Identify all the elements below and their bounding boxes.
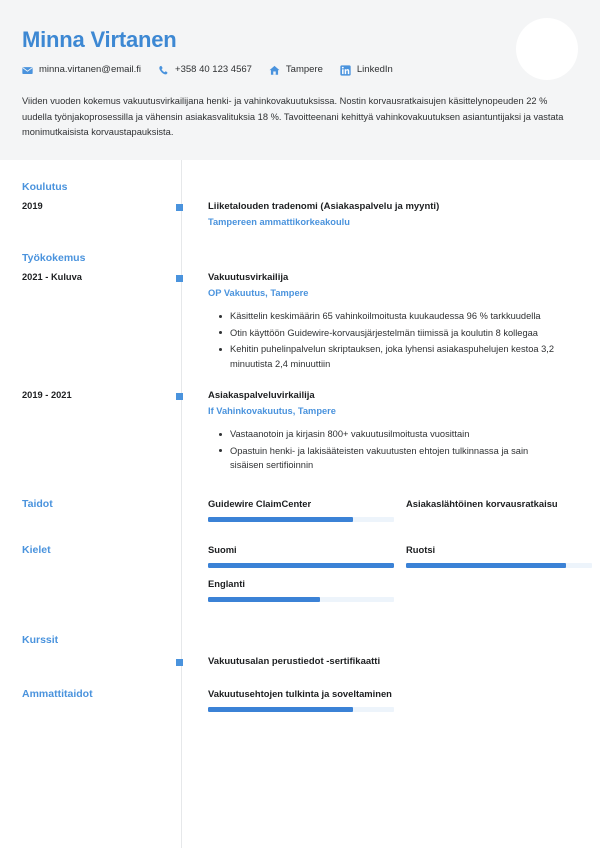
profile-summary: Viiden vuoden kokemus vakuutusvirkailijana henki- ja vahinkovakuutuksissa. Nostin korvausratkaisujen käsittelynopeuden 22 % uudella työnjakoprosessilla ja vähensin asiakasvalituksia 18 %. Tavoitteenani kehittyä vahinkovakuutuksen asiantuntijaksi ja vastata monimutkaisista korvaustapauksista. — [22, 96, 564, 137]
language-bar-fill-3 — [208, 597, 320, 602]
list-item: Opastuin henki- ja lakisääteisten vakuutusten ehtojen tulkinnassa ja sain sisäisen sertifioinnin — [230, 444, 578, 473]
course-title-1: Vakuutusalan perustiedot -sertifikaatti — [208, 655, 381, 667]
experience-date-1: 2021 - Kuluva — [22, 272, 82, 282]
skill-label-1: Guidewire ClaimCenter — [208, 497, 312, 509]
education-date-column — [22, 200, 181, 229]
section-courses — [0, 633, 600, 647]
section-skills — [0, 497, 600, 531]
professional-skills-left-column — [22, 687, 181, 721]
contact-row — [22, 64, 578, 76]
section-title-skills: Taidot — [22, 497, 53, 510]
language-item-1 — [208, 543, 394, 568]
section-title-experience: Työkokemus — [22, 252, 86, 264]
section-title-courses: Kurssit — [22, 633, 59, 646]
experience-date-column-1 — [22, 271, 181, 373]
language-bar-track-1 — [208, 563, 394, 568]
timeline-marker-icon — [176, 659, 183, 666]
contact-label-email: minna.virtanen@email.fi — [39, 64, 142, 75]
experience-right-column — [181, 251, 578, 265]
education-right-column — [181, 180, 578, 194]
avatar — [516, 18, 578, 80]
timeline-marker-icon — [176, 393, 183, 400]
professional-skill-item-1 — [208, 687, 394, 712]
professional-skill-bar-track-1 — [208, 707, 394, 712]
linkedin-icon — [340, 65, 351, 76]
professional-skill-label-1: Vakuutusehtojen tulkinta ja soveltaminen — [208, 687, 392, 699]
list-item: Vastaanotoin ja kirjasin 800+ vakuutusilmoitusta vuosittain — [230, 427, 578, 442]
list-item: Otin käyttöön Guidewire-korvausjärjestelmän tiimissä ja koulutin 8 kollegaa — [230, 326, 578, 341]
experience-company-2: If Vahinkovakuutus, Tampere — [208, 406, 336, 416]
experience-entry-2 — [0, 389, 600, 475]
skills-left-column — [22, 497, 181, 531]
experience-company-1: OP Vakuutus, Tampere — [208, 288, 309, 298]
language-bar-fill-1 — [208, 563, 394, 568]
contact-item-location[interactable] — [269, 64, 323, 76]
contact-item-linkedin[interactable] — [340, 64, 393, 76]
experience-entry-1 — [0, 271, 600, 373]
timeline-marker-icon — [176, 275, 183, 282]
list-item: Kehitin puhelinpalvelun skriptauksen, joka lyhensi asiakaspuhelujen kestoa 3,2 minuutista 2,4 minuuttiin — [230, 342, 578, 371]
skill-label-2: Asiakaslähtöinen korvausratkaisu — [406, 497, 558, 509]
skill-bar-track-1 — [208, 517, 394, 522]
skills-grid — [208, 497, 592, 531]
education-degree: Liiketalouden tradenomi (Asiakaspalvelu ja myynti) — [208, 201, 440, 212]
section-languages — [0, 543, 600, 611]
education-content — [181, 200, 578, 229]
skill-item-1 — [208, 497, 394, 522]
experience-content-2 — [181, 389, 578, 475]
professional-skills-right-column — [181, 687, 592, 721]
section-title-education: Koulutus — [22, 181, 68, 193]
experience-date-column-2 — [22, 389, 181, 475]
skills-right-column — [181, 497, 592, 531]
contact-label-phone: +358 40 123 4567 — [175, 64, 252, 75]
course-content-1 — [181, 655, 578, 669]
experience-content-1 — [181, 271, 578, 373]
envelope-icon — [22, 65, 33, 76]
section-experience — [0, 251, 600, 265]
professional-skills-grid — [208, 687, 592, 721]
list-item: Käsittelin keskimäärin 65 vahinkoilmoitusta kuukaudessa 96 % tarkkuudella — [230, 309, 578, 324]
language-label-1: Suomi — [208, 543, 237, 555]
section-title-professional-skills: Ammattitaidot — [22, 687, 93, 700]
section-title-languages: Kielet — [22, 543, 51, 556]
professional-skill-bar-fill-1 — [208, 707, 353, 712]
page-title: Minna Virtanen — [22, 27, 177, 52]
language-label-3: Englanti — [208, 577, 245, 589]
experience-role-2: Asiakaspalveluvirkailija — [208, 390, 315, 401]
education-institution: Tampereen ammattikorkeakoulu — [208, 217, 350, 227]
course-entry-1 — [0, 655, 600, 669]
contact-item-email[interactable] — [22, 64, 141, 76]
language-label-2: Ruotsi — [406, 543, 436, 555]
contact-label-location: Tampere — [285, 64, 323, 75]
language-bar-track-2 — [406, 563, 592, 568]
resume-body — [0, 160, 600, 721]
resume-header — [0, 0, 600, 160]
experience-date-2: 2019 - 2021 — [22, 390, 72, 400]
experience-left-column — [22, 251, 181, 265]
experience-role-1: Vakuutusvirkailija — [208, 272, 289, 283]
contact-item-phone[interactable] — [158, 64, 252, 76]
language-item-3 — [208, 577, 394, 602]
section-education — [0, 180, 600, 194]
courses-spacer-column — [22, 655, 181, 669]
experience-bullets-1 — [208, 309, 578, 371]
language-bar-fill-2 — [406, 563, 566, 568]
skill-item-2 — [406, 497, 592, 522]
skill-bar-fill-1 — [208, 517, 353, 522]
experience-bullets-2 — [208, 427, 578, 473]
contact-label-linkedin: LinkedIn — [356, 64, 393, 75]
home-icon — [269, 65, 280, 76]
education-entry-1 — [0, 200, 600, 229]
languages-right-column — [181, 543, 592, 611]
languages-grid — [208, 543, 592, 611]
language-bar-track-3 — [208, 597, 394, 602]
phone-icon — [158, 65, 169, 76]
courses-right-column — [181, 633, 578, 647]
section-professional-skills — [0, 687, 600, 721]
timeline-marker-icon — [176, 204, 183, 211]
language-item-2 — [406, 543, 592, 568]
education-date: 2019 — [22, 201, 43, 211]
languages-left-column — [22, 543, 181, 611]
education-left-column — [22, 180, 181, 194]
courses-left-column — [22, 633, 181, 647]
